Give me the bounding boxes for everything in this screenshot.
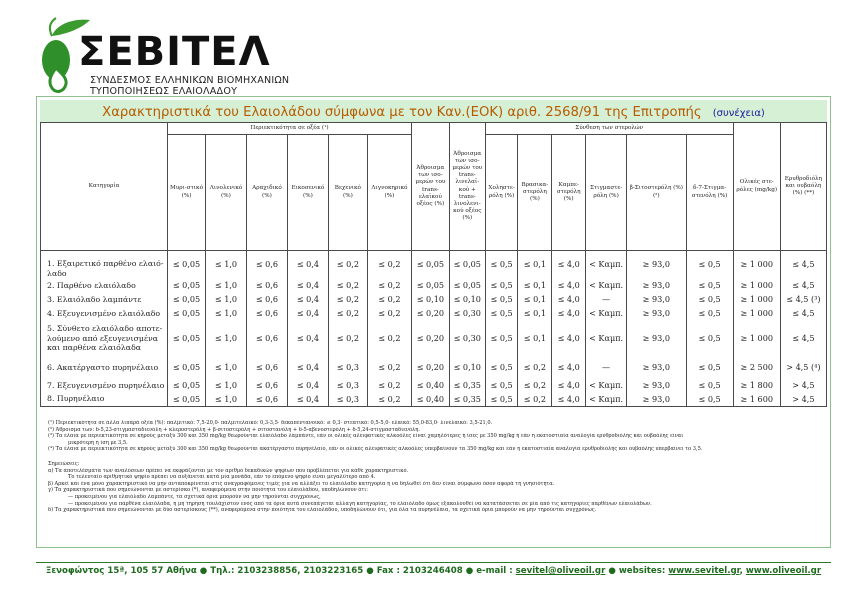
bullet-icon: ● <box>608 566 616 576</box>
value-cell: ≤ 0,5 <box>686 392 733 406</box>
value-cell: ≥ 1 000 <box>733 251 780 279</box>
footnotes <box>48 420 818 514</box>
value-cell: ≤ 0,05 <box>411 278 449 292</box>
value-cell: ≤ 0,20 <box>411 356 449 378</box>
value-cell: ≤ 0,1 <box>518 278 552 292</box>
remark-line: Το τελευταίο αριθμητικό ψηφίο πρέπει να αυξάνεται κατά μία μονάδα, εάν το επόμενο ψηφίο είναι μεγαλύτερο από 4. <box>68 474 376 481</box>
value-cell: ≤ 0,2 <box>328 306 367 320</box>
value-cell: ≤ 0,2 <box>367 392 411 406</box>
value-cell: ≤ 0,05 <box>449 251 485 279</box>
contact-footer: Ξενοφώντος 15ª, 105 57 Αθήνα ● Τηλ.: 2103238856, 2103223165 ● Fax : 2103246408 ● e-mail : sevitel@oliveoil.gr ● websites: www.sevitel.gr, www.oliveoil.gr <box>45 566 822 576</box>
header-erythrodiol: Ερυθροδιόλη και ουβαόλη (%) (**) <box>780 123 826 251</box>
value-cell: ≤ 0,3 <box>328 392 367 406</box>
footnote-line: (⁴) Τα έλαια με περιεκτικότητα σε κηρούς μεταξύ 300 και 350 mg/kg θεωρούνται ακατέργαστο πυρηνέλαιο, εάν οι ολικές αλειφατικές αλκοόλες υπερβαίνουν τα 350 mg/kg και εάν η εκατοστιαία αναλογία ερυθροδιόλης και ουβαόλης υπερβαίνει το 3,5. <box>48 446 703 453</box>
value-cell: ≤ 0,05 <box>168 378 206 392</box>
value-cell: ≤ 0,4 <box>287 378 328 392</box>
header-fatty-col: Βεχενικό (%) <box>328 135 367 251</box>
category-cell: 2. Παρθένο ελαιόλαδο <box>41 278 168 292</box>
value-cell: ≤ 0,35 <box>449 392 485 406</box>
header-fatty-col: Αραχιδικό (%) <box>246 135 287 251</box>
value-cell: ≥ 1 000 <box>733 278 780 292</box>
value-cell: ≤ 0,6 <box>246 306 287 320</box>
footer-email-label: e-mail : <box>476 566 513 576</box>
bullet-icon: ● <box>366 566 374 576</box>
value-cell: ≤ 4,0 <box>552 306 586 320</box>
value-cell: ≥ 1 000 <box>733 292 780 306</box>
value-cell: ≤ 4,0 <box>552 320 586 356</box>
footer-address: Ξενοφώντος 15ª, 105 57 Αθήνα <box>45 566 197 576</box>
category-cell: 1. Εξαιρετικό παρθένο ελαιό-λαδο <box>41 251 168 279</box>
table-row <box>41 306 827 320</box>
value-cell: ≤ 4,5 <box>780 251 826 279</box>
value-cell: ≤ 4,0 <box>552 378 586 392</box>
value-cell: ≤ 0,2 <box>367 278 411 292</box>
value-cell: ≤ 0,5 <box>485 251 518 279</box>
value-cell: ≥ 1 600 <box>733 392 780 406</box>
value-cell: — <box>586 356 627 378</box>
value-cell: ≤ 0,5 <box>485 356 518 378</box>
logo-subtitle-line2: ΤΥΠΟΠΟΙΗΣΕΩΣ ΕΛΑΙΟΛΑΔΟΥ <box>90 86 238 97</box>
value-cell: ≤ 0,1 <box>518 251 552 279</box>
value-cell: ≥ 1 800 <box>733 378 780 392</box>
value-cell: ≥ 93,0 <box>627 251 686 279</box>
remark-line: — προκειμένου για ελαιόλαδο λαμπάντε, τα σχετικά όρια μπορούν να μην τηρούνται συγχρόνως, <box>68 493 321 500</box>
value-cell: ≤ 0,4 <box>287 392 328 406</box>
header-sterol-col: δ-7-Στιγμα-στενόλη (%) <box>686 135 733 251</box>
value-cell: ≤ 0,10 <box>449 356 485 378</box>
table-row <box>41 292 827 306</box>
value-cell: ≤ 0,35 <box>449 378 485 392</box>
value-cell: ≤ 4,5 <box>780 306 826 320</box>
document-title <box>40 100 827 122</box>
value-cell: < Καμπ. <box>586 306 627 320</box>
value-cell: ≤ 0,5 <box>485 306 518 320</box>
value-cell: ≤ 0,40 <box>411 392 449 406</box>
value-cell: ≤ 0,5 <box>485 292 518 306</box>
value-cell: ≤ 0,5 <box>485 320 518 356</box>
value-cell: < Καμπ. <box>586 392 627 406</box>
value-cell: ≤ 0,5 <box>686 320 733 356</box>
value-cell: ≥ 93,0 <box>627 292 686 306</box>
value-cell: ≤ 0,1 <box>518 292 552 306</box>
value-cell: ≤ 0,4 <box>287 278 328 292</box>
title-continued: (συνέχεια) <box>712 108 765 119</box>
value-cell: ≤ 1,0 <box>205 278 246 292</box>
header-fatty-col: Λινολενικό (%) <box>205 135 246 251</box>
value-cell: ≤ 4,0 <box>552 392 586 406</box>
value-cell: — <box>586 292 627 306</box>
value-cell: ≤ 1,0 <box>205 292 246 306</box>
title-main: Χαρακτηριστικά του Ελαιολάδου σύμφωνα με τον Καν.(ΕΟΚ) αριθ. 2568/91 της Επιτροπής <box>102 105 702 120</box>
value-cell: ≤ 1,0 <box>205 356 246 378</box>
header-total-sterols: Ολικές στε-ρόλες (mg/kg) <box>733 123 780 251</box>
value-cell: ≥ 1 000 <box>733 320 780 356</box>
remark-line: — προκειμένου για παρθένα ελαιόλαδα, η μη τήρηση τουλάχιστον ενός από τα όρια αυτά συνεπάγεται αλλαγή κατηγορίας, το ελαιόλαδο όμως εξακολουθεί να κατατάσσεται σε μία από τις κατηγορίες παρθένων ελαιολάδων. <box>68 500 652 507</box>
value-cell: ≤ 0,4 <box>287 292 328 306</box>
value-cell: ≤ 0,6 <box>246 378 287 392</box>
table-row <box>41 251 827 279</box>
value-cell: ≤ 1,0 <box>205 306 246 320</box>
value-cell: ≤ 1,0 <box>205 251 246 279</box>
value-cell: ≤ 4,5 <box>780 320 826 356</box>
value-cell: ≤ 0,6 <box>246 356 287 378</box>
value-cell: ≤ 0,2 <box>367 251 411 279</box>
value-cell: ≥ 93,0 <box>627 306 686 320</box>
characteristics-table <box>40 122 827 407</box>
value-cell: ≤ 0,4 <box>287 356 328 378</box>
value-cell: ≤ 0,2 <box>328 320 367 356</box>
remark-line: α) Τα αποτελέσματα των αναλύσεων πρέπει να εκφράζονται με τον αριθμό δεκαδικών ψηφίων που προβλέπεται για κάθε χαρακτηριστικό. <box>48 467 409 474</box>
category-cell: 5. Σύνθετο ελαιόλαδο αποτε-λούμενο από εξευγενισμένα και παρθένα ελαιόλαδα <box>41 320 168 356</box>
remarks-title: Σημειώσεις: <box>48 460 80 467</box>
value-cell: ≤ 0,05 <box>168 292 206 306</box>
value-cell: ≤ 0,5 <box>686 356 733 378</box>
footer-phone: Τηλ.: 2103238856, 2103223165 <box>210 566 364 576</box>
value-cell: ≤ 0,05 <box>168 306 206 320</box>
value-cell: ≤ 0,10 <box>411 292 449 306</box>
category-cell: 4. Εξευγενισμένο ελαιόλαδο <box>41 306 168 320</box>
table-row <box>41 378 827 392</box>
footer-email-link[interactable]: sevitel@oliveoil.gr <box>515 566 606 576</box>
footer-divider <box>36 562 831 563</box>
value-cell: ≤ 0,5 <box>686 278 733 292</box>
value-cell: ≤ 0,05 <box>411 251 449 279</box>
header-trans-oleic: Άθροισμα των ισο-μερών του trans-ελαϊκού οξέος (%) <box>411 123 449 251</box>
value-cell: ≤ 0,5 <box>485 378 518 392</box>
category-cell: 7. Εξευγενισμένο πυρηνέλαιο <box>41 378 168 392</box>
value-cell: ≤ 0,6 <box>246 392 287 406</box>
logo-subtitle-line1: ΣΥΝΔΕΣΜΟΣ ΕΛΛΗΝΙΚΩΝ ΒΙΟΜΗΧΑΝΙΩΝ <box>90 75 290 86</box>
value-cell: ≤ 0,30 <box>449 320 485 356</box>
value-cell: ≤ 0,4 <box>287 306 328 320</box>
value-cell: ≥ 93,0 <box>627 378 686 392</box>
table-row <box>41 392 827 406</box>
category-cell: 6. Ακατέργαστο πυρηνέλαιο <box>41 356 168 378</box>
value-cell: ≤ 0,2 <box>367 320 411 356</box>
footer-fax: Fax : 2103246408 <box>376 566 463 576</box>
header-trans-linoleic: Άθροισμα των ισο-μερών του trans-λινελαϊ-κού + trans-λινολενι-κού οξέος (%) <box>449 123 485 251</box>
value-cell: ≤ 0,2 <box>518 356 552 378</box>
header-sterols: Σύνθεση των στερολών <box>485 123 733 135</box>
header-sterol-col: Βρασικα-στερόλη (%) <box>518 135 552 251</box>
table-row <box>41 320 827 356</box>
value-cell: ≤ 0,3 <box>328 356 367 378</box>
value-cell: ≤ 0,05 <box>168 392 206 406</box>
value-cell: ≤ 0,05 <box>168 320 206 356</box>
value-cell: ≤ 4,5 (³) <box>780 292 826 306</box>
header-fatty-col: Λιγνοκηρικό (%) <box>367 135 411 251</box>
value-cell: ≤ 0,3 <box>328 378 367 392</box>
value-cell: ≤ 0,2 <box>367 356 411 378</box>
footnote-line: (²) Άθροισμα των: δ-5,23-στιγμασταδιενόλη + κλεροστερόλη + β-σιτοστερόλη + σιτοστανόλη + δ-5-αβενοστερόλη + δ-5,24-στιγμασταδιενόλη. <box>48 426 420 433</box>
header-sterol-col: Χοληστε-ρόλη (%) <box>485 135 518 251</box>
value-cell: ≤ 0,2 <box>367 306 411 320</box>
remark-line: β) Αρκεί και ένα μόνο χαρακτηριστικό να μην ανταποκρίνεται στις αναγραφόμενες τιμές για να αλλάξει το ελαιόλαδο κατηγορία ή να δηλωθεί ότι δεν είναι σύμφωνο όσον αφορά τη γνησιότητα. <box>48 480 555 487</box>
value-cell: ≤ 4,0 <box>552 356 586 378</box>
value-cell: ≤ 0,1 <box>518 306 552 320</box>
value-cell: ≤ 4,5 <box>780 278 826 292</box>
category-cell: 3. Ελαιόλαδο λαμπάντε <box>41 292 168 306</box>
sevitel-logo <box>38 10 290 97</box>
category-cell: 8. Πυρηνέλαιο <box>41 392 168 406</box>
value-cell: ≤ 0,2 <box>367 378 411 392</box>
value-cell: > 4,5 (⁴) <box>780 356 826 378</box>
value-cell: ≤ 0,5 <box>686 251 733 279</box>
value-cell: ≤ 0,10 <box>449 292 485 306</box>
value-cell: ≤ 0,5 <box>485 392 518 406</box>
value-cell: ≤ 0,6 <box>246 320 287 356</box>
footer-website-sevitel[interactable]: www.sevitel.gr <box>668 566 740 576</box>
footnote-line: μικρότερη ή ίση με 3,5. <box>68 439 128 446</box>
bullet-icon: ● <box>465 566 474 576</box>
logo-wordmark: ΣΕΒΙΤΕΛ <box>78 29 271 75</box>
value-cell: ≤ 0,5 <box>686 292 733 306</box>
header-fatty-col: Μυρι-στικό (%) <box>168 135 206 251</box>
value-cell: ≤ 0,20 <box>411 306 449 320</box>
value-cell: ≤ 0,5 <box>485 278 518 292</box>
value-cell: ≤ 0,40 <box>411 378 449 392</box>
value-cell: ≤ 0,2 <box>518 392 552 406</box>
value-cell: ≤ 0,2 <box>328 278 367 292</box>
value-cell: ≤ 4,0 <box>552 292 586 306</box>
value-cell: ≥ 1 000 <box>733 306 780 320</box>
value-cell: ≥ 93,0 <box>627 278 686 292</box>
footnote-line: (¹) Περιεκτικότητα σε άλλα λιπαρά οξέα (%): παλμιτικό: 7,5-20,0· παλμιτελαϊκό: 0,3-3,5· δεκαπεντανοϊκό: ≤ 0,3· στεατικό: 0,5-5,0· ελαϊκό: 55,0-83,0· λινελαϊκό: 3,5-21,0. <box>48 420 493 426</box>
value-cell: ≤ 1,0 <box>205 392 246 406</box>
value-cell: ≤ 0,20 <box>411 320 449 356</box>
value-cell: ≥ 2 500 <box>733 356 780 378</box>
value-cell: > 4,5 <box>780 392 826 406</box>
remark-line: δ) Τα χαρακτηριστικά που σημειώνονται με δύο αστερίσκους (**), αναφερόμενα στην ποιότητα του ελαιολάδου, υποδηλώνουν ότι, για όλα τα πυρηνέλαια, τα σχετικά όρια μπορούν να μην τηρούνται συγχρόνως. <box>48 507 597 514</box>
value-cell: < Καμπ. <box>586 378 627 392</box>
value-cell: ≥ 93,0 <box>627 320 686 356</box>
value-cell: < Καμπ. <box>586 320 627 356</box>
value-cell: > 4,5 <box>780 378 826 392</box>
value-cell: ≥ 93,0 <box>627 356 686 378</box>
value-cell: ≤ 0,2 <box>328 251 367 279</box>
value-cell: ≤ 4,0 <box>552 278 586 292</box>
footnote-line: (³) Τα έλαια με περιεκτικότητα σε κηρούς μεταξύ 300 και 350 mg/kg θεωρούνται ελαιόλαδο λαμπάντε, εάν οι ολικές αλειφατικές αλκοόλες είναι χαμηλότερες ή ίσες με 350 mg/kg ή εάν η εκατοστιαία αναλογία ερυθροδιόλης και ουβαόλης είναι <box>48 433 684 440</box>
value-cell: ≤ 4,0 <box>552 251 586 279</box>
value-cell: ≤ 0,6 <box>246 292 287 306</box>
value-cell: ≤ 0,05 <box>449 278 485 292</box>
value-cell: ≤ 0,6 <box>246 278 287 292</box>
bullet-icon: ● <box>199 566 208 576</box>
value-cell: ≥ 93,0 <box>627 392 686 406</box>
value-cell: < Καμπ. <box>586 278 627 292</box>
footer-website-oliveoil[interactable]: www.oliveoil.gr <box>745 566 822 576</box>
value-cell: ≤ 1,0 <box>205 378 246 392</box>
header-sterol-col: β-Σιτοστερόλη (%) (²) <box>627 135 686 251</box>
value-cell: ≤ 0,2 <box>328 292 367 306</box>
value-cell: ≤ 0,05 <box>168 251 206 279</box>
header-fatty-acids: Περιεκτικότητα σε οξέα (¹) <box>168 123 412 135</box>
footer-websites-label: websites: <box>618 566 666 576</box>
value-cell: < Καμπ. <box>586 251 627 279</box>
header-category: Κατηγορία <box>41 123 168 251</box>
header-sterol-col: Καμπε-στερόλη (%) <box>552 135 586 251</box>
table-row <box>41 356 827 378</box>
value-cell: ≤ 0,4 <box>287 251 328 279</box>
table-row <box>41 278 827 292</box>
value-cell: ≤ 0,2 <box>367 292 411 306</box>
value-cell: ≤ 0,6 <box>246 251 287 279</box>
value-cell: ≤ 0,2 <box>518 378 552 392</box>
value-cell: ≤ 0,05 <box>168 356 206 378</box>
header-sterol-col: Στιγμαστε-ρόλη (%) <box>586 135 627 251</box>
value-cell: ≤ 0,4 <box>287 320 328 356</box>
remark-line: γ) Τα χαρακτηριστικά που σημειώνονται με αστερίσκο (*), αναφερόμενα στην ποιότητα του ελαιολάδου, υποδηλώνουν ότι: <box>48 487 368 494</box>
value-cell: ≤ 0,05 <box>168 278 206 292</box>
value-cell: ≤ 0,5 <box>686 378 733 392</box>
value-cell: ≤ 0,1 <box>518 320 552 356</box>
value-cell: ≤ 0,30 <box>449 306 485 320</box>
value-cell: ≤ 1,0 <box>205 320 246 356</box>
header-fatty-col: Εικοσενικό (%) <box>287 135 328 251</box>
value-cell: ≤ 0,5 <box>686 306 733 320</box>
